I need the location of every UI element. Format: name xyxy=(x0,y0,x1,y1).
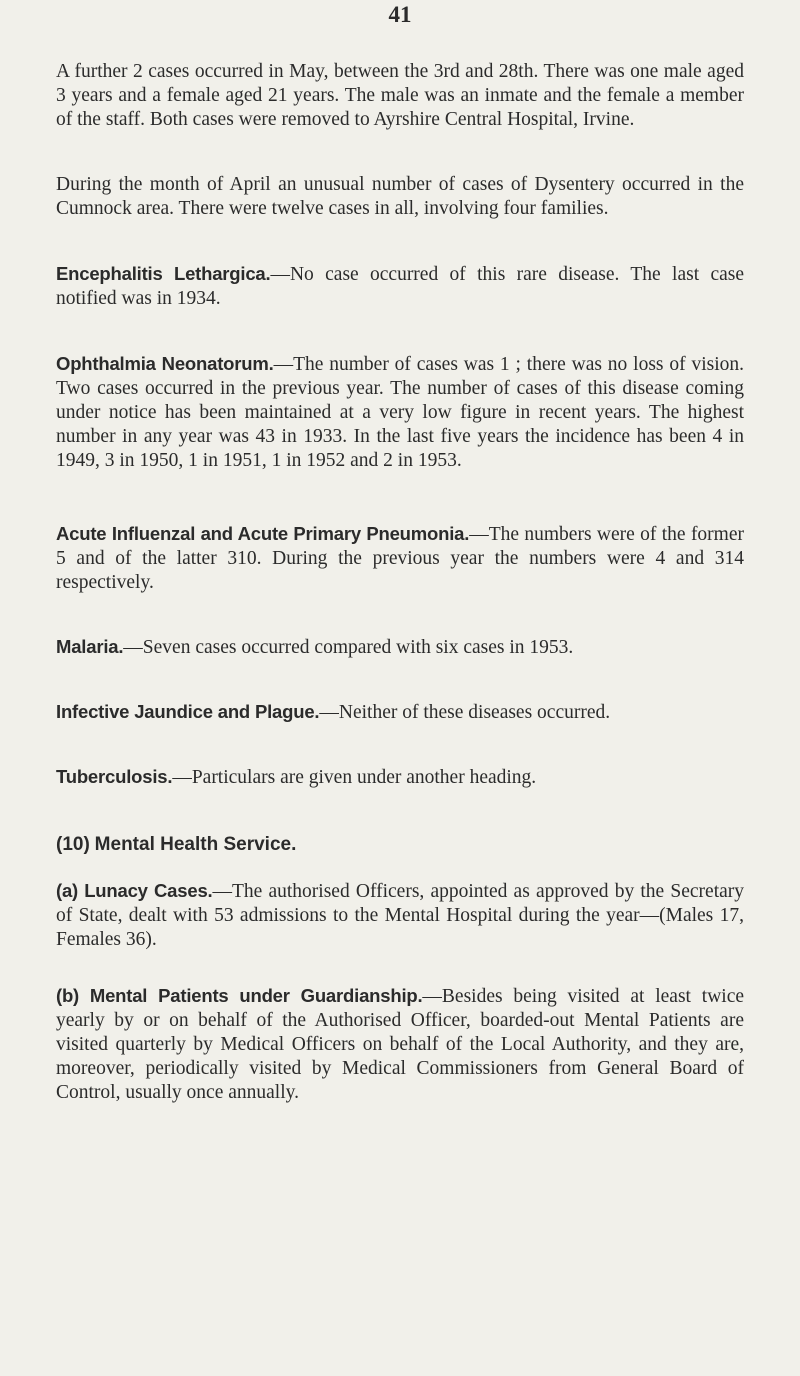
paragraph-ophthalmia xyxy=(56,352,744,473)
paragraph-text: —No case occurred of this rare disease. The last case notified was in 1934. xyxy=(56,264,744,309)
paragraph-text: —Seven cases occurred compared with six cases in 1953. xyxy=(123,637,574,658)
subsection-heading: Mental Patients under Guardianship. xyxy=(89,985,423,1006)
document-body xyxy=(56,60,744,1105)
subsection-lunacy-cases xyxy=(56,879,744,952)
paragraph-text: —Particulars are given under another heading. xyxy=(172,767,537,788)
paragraph-heading: Encephalitis Lethargica. xyxy=(56,263,271,284)
paragraph-heading: Ophthalmia Neonatorum. xyxy=(56,353,274,374)
section-title: Mental Health Service. xyxy=(94,834,297,855)
paragraph-dysentery xyxy=(56,173,744,221)
section-heading-mental-health xyxy=(56,833,744,857)
paragraph-may-cases xyxy=(56,60,744,132)
paragraph-text: During the month of April an unusual number of cases of Dysentery occurred in the Cumnock area. There were twelve cases in all, involving four families. xyxy=(56,174,744,219)
paragraph-text: —The numbers were of the former 5 and of the latter 310. During the previous year the numbers were 4 and 314 respectively. xyxy=(56,524,744,593)
paragraph-text: —The number of cases was 1 ; there was no loss of vision. Two cases occurred in the previous year. The number of cases of this disease coming under notice has been maintained at a very low figure in recent years. The highest number in any year was 43 in 1933. In the last five years the incidence has been 4 in 1949, 3 in 1950, 1 in 1951, 1 in 1952 and 2 in 1953. xyxy=(56,354,745,471)
paragraph-encephalitis xyxy=(56,262,744,311)
paragraph-heading: Malaria. xyxy=(56,636,124,657)
subsection-label: (b) xyxy=(56,985,80,1006)
paragraph-influenza xyxy=(56,522,744,595)
paragraph-malaria xyxy=(56,635,744,660)
paragraph-text: —Neither of these diseases occurred. xyxy=(319,702,611,723)
paragraph-tuberculosis xyxy=(56,765,744,790)
subsection-heading: Lunacy Cases. xyxy=(84,880,213,901)
page-number: 41 xyxy=(388,2,412,27)
subsection-text: —Besides being visited at least twice yearly by or on behalf of the Authorised Officer, boarded-out Mental Patients are visited quarterly by Medical Officers on behalf of the Local Authority, and they are, moreover, periodically visited by Medical Commissioners from General Board of Control, usually once annually. xyxy=(56,986,745,1103)
paragraph-jaundice-plague xyxy=(56,700,744,725)
paragraph-heading: Acute Influenzal and Acute Primary Pneumonia. xyxy=(56,523,470,544)
paragraph-heading: Tuberculosis. xyxy=(56,766,173,787)
section-label: (10) xyxy=(56,834,90,855)
subsection-text: —The authorised Officers, appointed as approved by the Secretary of State, dealt with 53 admissions to the Mental Hospital during the year—(Males 17, Females 36). xyxy=(56,881,745,950)
subsection-label: (a) xyxy=(56,880,79,901)
subsection-guardianship xyxy=(56,984,744,1105)
paragraph-heading: Infective Jaundice and Plague. xyxy=(56,701,320,722)
paragraph-text: A further 2 cases occurred in May, between the 3rd and 28th. There was one male aged 3 years and a female aged 21 years. The male was an inmate and the female a member of the staff. Both cases were removed to Ayrshire Central Hospital, Irvine. xyxy=(56,61,744,130)
